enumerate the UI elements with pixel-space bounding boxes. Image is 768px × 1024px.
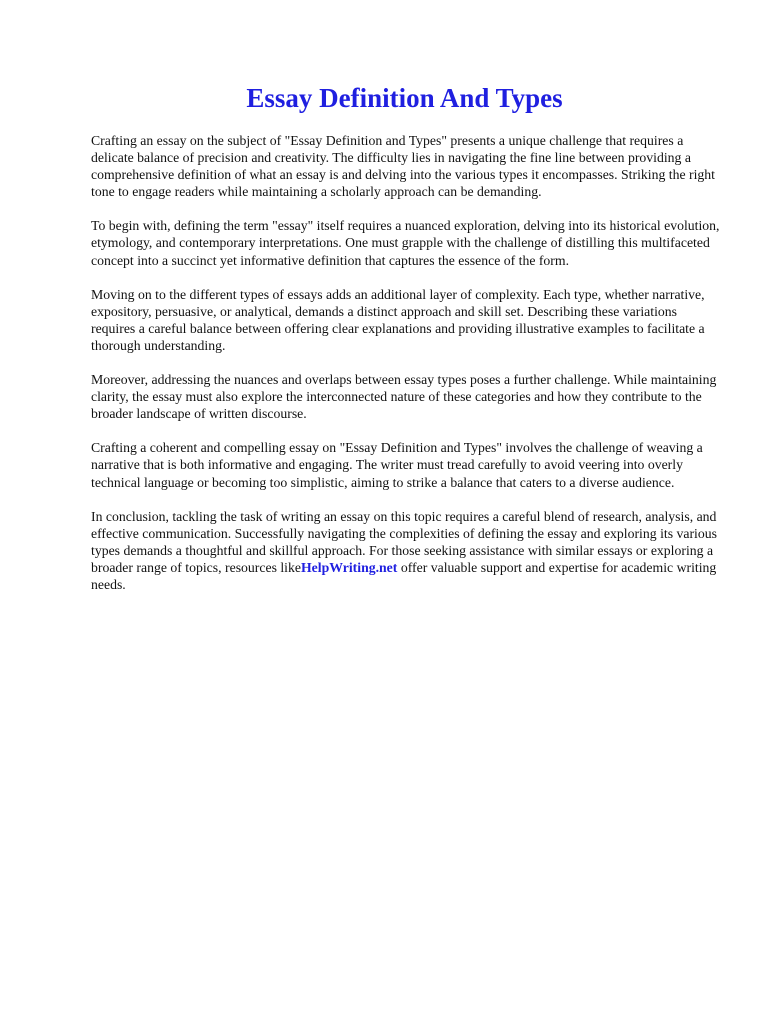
- document-title: Essay Definition And Types: [246, 83, 563, 113]
- conclusion-tail: offer valuable support and expertise for academic writing needs.: [91, 559, 717, 592]
- paragraph-3: Moving on to the different types of essays adds an additional layer of complexity. Each type, whether narrative, expository, persuasive, or analytical, demands a distinct approach and skill set. Describing these variations requires a careful balance between offering clear explanations and providing illustrative examples to facilitate a thorough understanding.: [91, 286, 705, 353]
- document-body: [91, 132, 724, 593]
- paragraph-5: Crafting a coherent and compelling essay on "Essay Definition and Types" involves the challenge of weaving a narrative that is both informative and engaging. The writer must tread carefully to avoid veering into overly technical language or becoming too simplistic, aiming to strike a balance that caters to a diverse audience.: [91, 440, 703, 490]
- paragraph-conclusion: [91, 508, 724, 593]
- paragraph-2: To begin with, defining the term "essay" itself requires a nuanced exploration, delving into its historical evolution, etymology, and contemporary interpretations. One must grapple with the challenge of distilling this multifaceted concept into a succinct yet informative definition that captures the essence of the form.: [91, 218, 720, 268]
- paragraph-1: Crafting an essay on the subject of "Essay Definition and Types" presents a unique challenge that requires a delicate balance of precision and creativity. The difficulty lies in navigating the fine line between providing a comprehensive definition of what an essay is and delving into the various types it encompasses. Striking the right tone to engage readers while maintaining a scholarly approach can be demanding.: [91, 133, 715, 200]
- conclusion-text: In conclusion, tackling the task of writing an essay on this topic requires a careful blend of research, analysis, and effective communication. Successfully navigating the complexities of defining the essay and exploring its various types demands a thoughtful and skillful approach. For those seeking assistance with similar essays or exploring a broader range of topics, resources like: [91, 508, 717, 575]
- paragraph-4: Moreover, addressing the nuances and overlaps between essay types poses a further challenge. While maintaining clarity, the essay must also explore the interconnected nature of these categories and how they contribute to the broader landscape of written discourse.: [91, 372, 717, 422]
- helpwriting-link[interactable]: HelpWriting.net: [300, 559, 398, 575]
